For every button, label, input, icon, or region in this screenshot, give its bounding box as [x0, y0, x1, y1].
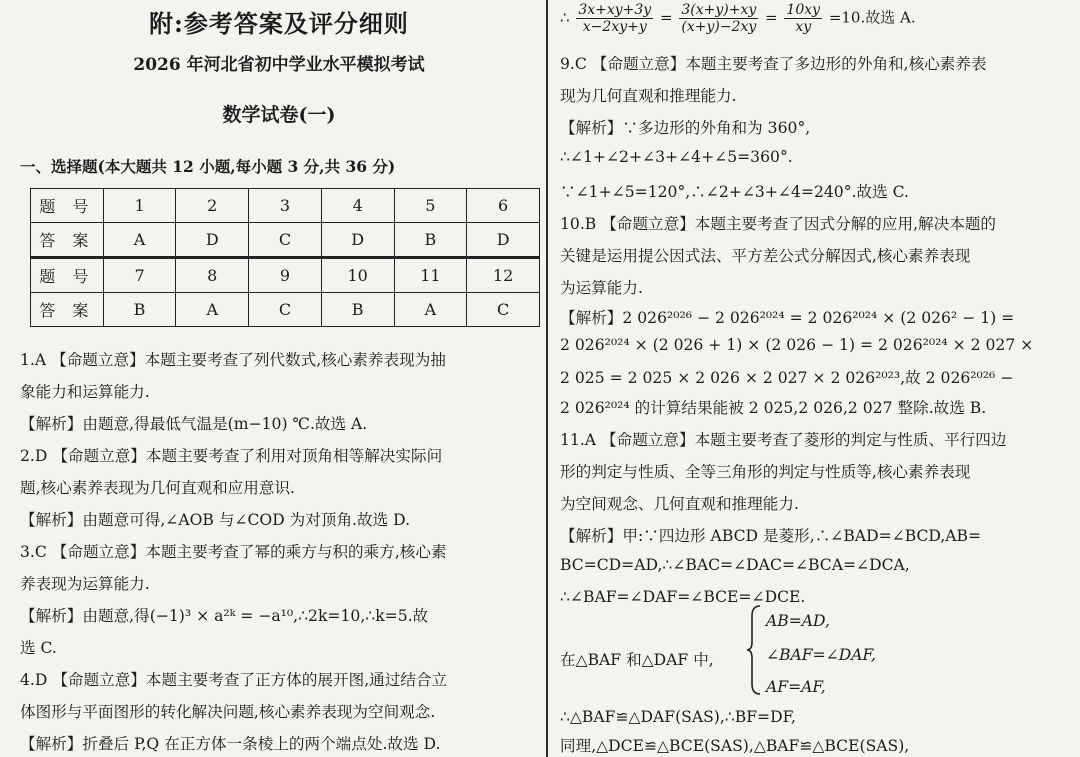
fraction-denominator: (x+y)−2xy: [681, 19, 757, 35]
text-line: 【解析】由题意,得(−1)³ × a²ᵏ = −a¹⁰,∴2k=10,∴k=5.故: [20, 607, 429, 625]
table-cell: B: [103, 293, 176, 327]
fraction: [784, 2, 822, 35]
system-equation: ∠BAF=∠DAF,: [766, 646, 876, 664]
text-line: 【解析】由题意,得最低气温是(m−10) ℃.故选 A.: [20, 415, 368, 433]
text-line: BC=CD=AD,∴∠BAC=∠DAC=∠BCA=∠DCA,: [560, 556, 910, 574]
text-line: 为空间观念、几何直观和推理能力.: [560, 495, 799, 513]
table-cell: 5: [394, 189, 467, 223]
text-line: 【解析】甲:∵四边形 ABCD 是菱形,∴∠BAD=∠BCD,AB=: [560, 527, 982, 545]
section-heading: 一、选择题(本大题共 12 小题,每小题 3 分,共 36 分): [20, 157, 396, 176]
system-equation: AB=AD,: [766, 612, 830, 630]
text-line: 2 026²⁰²⁴ 的计算结果能被 2 025,2 026,2 027 整除.故选 B.: [560, 399, 987, 417]
table-cell: C: [467, 293, 540, 327]
fraction-numerator: 3x+xy+3y: [578, 2, 652, 18]
brace-icon: [746, 604, 762, 696]
text-line: 2 025 = 2 025 × 2 026 × 2 027 × 2 026²⁰²³,故 2 026²⁰²⁶ −: [560, 369, 1014, 387]
table-cell: 11: [394, 258, 467, 293]
table-cell: 10: [321, 258, 394, 293]
text-line: 题,核心素养表现为几何直观和应用意识.: [20, 479, 296, 497]
text-line: 1.A 【命题立意】本题主要考查了列代数式,核心素养表现为抽: [20, 351, 446, 369]
formula-prefix: ∴: [560, 8, 570, 27]
table-cell: D: [467, 223, 540, 258]
exam-subtitle: 2026 年河北省初中学业水平模拟考试: [133, 55, 425, 75]
system-lead: 在△BAF 和△DAF 中,: [560, 651, 714, 669]
table-row: [31, 189, 540, 223]
text-line: 10.B 【命题立意】本题主要考查了因式分解的应用,解决本题的: [560, 215, 997, 233]
formula-suffix: =10.故选 A.: [828, 8, 916, 27]
table-cell: D: [321, 223, 394, 258]
table-cell: C: [249, 223, 322, 258]
equals-sign: =: [765, 8, 778, 27]
text-line: ∴△BAF≌△DAF(SAS),∴BF=DF,: [560, 708, 796, 726]
text-line: 现为几何直观和推理能力.: [560, 87, 737, 105]
text-line: 同理,△DCE≌△BCE(SAS),△BAF≌△BCE(SAS),: [560, 737, 910, 755]
text-line: 养表现为运算能力.: [20, 575, 150, 593]
table-cell: D: [176, 223, 249, 258]
row-head-answer: 答 案: [31, 223, 104, 258]
table-cell: 12: [467, 258, 540, 293]
table-cell: 7: [103, 258, 176, 293]
table-cell: A: [394, 293, 467, 327]
text-line: 为运算能力.: [560, 279, 643, 297]
text-line: 【解析】由题意可得,∠AOB 与∠COD 为对顶角.故选 D.: [20, 511, 411, 529]
text-line: 体图形与平面图形的转化解决问题,核心素养表现为空间观念.: [20, 703, 436, 721]
table-cell: 1: [103, 189, 176, 223]
table-cell: B: [321, 293, 394, 327]
text-line: 形的判定与性质、全等三角形的判定与性质等,核心素养表现: [560, 463, 971, 481]
text-line: 2.D 【命题立意】本题主要考查了利用对顶角相等解决实际问: [20, 447, 443, 465]
text-line: 关键是运用提公因式法、平方差公式分解因式,核心素养表现: [560, 247, 971, 265]
page-title: 附:参考答案及评分细则: [149, 9, 409, 38]
table-cell: A: [103, 223, 176, 258]
fraction-numerator: 10xy: [786, 2, 821, 18]
row-head-question: 题 号: [31, 189, 104, 223]
table-cell: 3: [249, 189, 322, 223]
text-line: 【解析】折叠后 P,Q 在正方体一条棱上的两个端点处.故选 D.: [20, 735, 441, 753]
table-cell: A: [176, 293, 249, 327]
table-cell: B: [394, 223, 467, 258]
table-cell: 8: [176, 258, 249, 293]
system-equation: AF=AF,: [766, 678, 826, 696]
text-line: 【解析】2 026²⁰²⁶ − 2 026²⁰²⁴ = 2 026²⁰²⁴ × (2 026² − 1) =: [560, 309, 1015, 327]
paper-title: 数学试卷(一): [222, 104, 336, 126]
fraction: [679, 2, 758, 35]
row-head-answer: 答 案: [31, 293, 104, 327]
fraction: [576, 2, 653, 35]
text-line: ∵∠1+∠5=120°,∴∠2+∠3+∠4=240°.故选 C.: [560, 183, 909, 201]
text-line: 2 026²⁰²⁴ × (2 026 + 1) × (2 026 − 1) = 2 026²⁰²⁴ × 2 027 ×: [560, 336, 1034, 354]
text-line: 【解析】∵多边形的外角和为 360°,: [560, 119, 811, 137]
text-line: 象能力和运算能力.: [20, 383, 150, 401]
text-line: 选 C.: [20, 639, 57, 657]
fraction-denominator: x−2xy+y: [582, 19, 647, 35]
text-line: ∴∠1+∠2+∠3+∠4+∠5=360°.: [560, 148, 793, 166]
text-line: 3.C 【命题立意】本题主要考查了幂的乘方与积的乘方,核心素: [20, 543, 447, 561]
table-cell: 6: [467, 189, 540, 223]
text-line: 9.C 【命题立意】本题主要考查了多边形的外角和,核心素养表: [560, 55, 987, 73]
text-line: 11.A 【命题立意】本题主要考查了菱形的判定与性质、平行四边: [560, 431, 1007, 449]
text-line: ∴∠BAF=∠DAF=∠BCE=∠DCE.: [560, 588, 806, 606]
row-head-question: 题 号: [31, 258, 104, 293]
formula-line: [560, 2, 916, 35]
table-cell: 4: [321, 189, 394, 223]
table-cell: 2: [176, 189, 249, 223]
equals-sign: =: [660, 8, 673, 27]
column-divider: [546, 0, 548, 757]
answer-table: [30, 188, 540, 327]
fraction-denominator: xy: [795, 19, 812, 35]
text-line: 4.D 【命题立意】本题主要考查了正方体的展开图,通过结合立: [20, 671, 448, 689]
fraction-numerator: 3(x+y)+xy: [681, 2, 757, 18]
table-cell: 9: [249, 258, 322, 293]
table-row: [31, 223, 540, 258]
table-row: [31, 293, 540, 327]
table-cell: C: [249, 293, 322, 327]
table-row: [31, 258, 540, 293]
